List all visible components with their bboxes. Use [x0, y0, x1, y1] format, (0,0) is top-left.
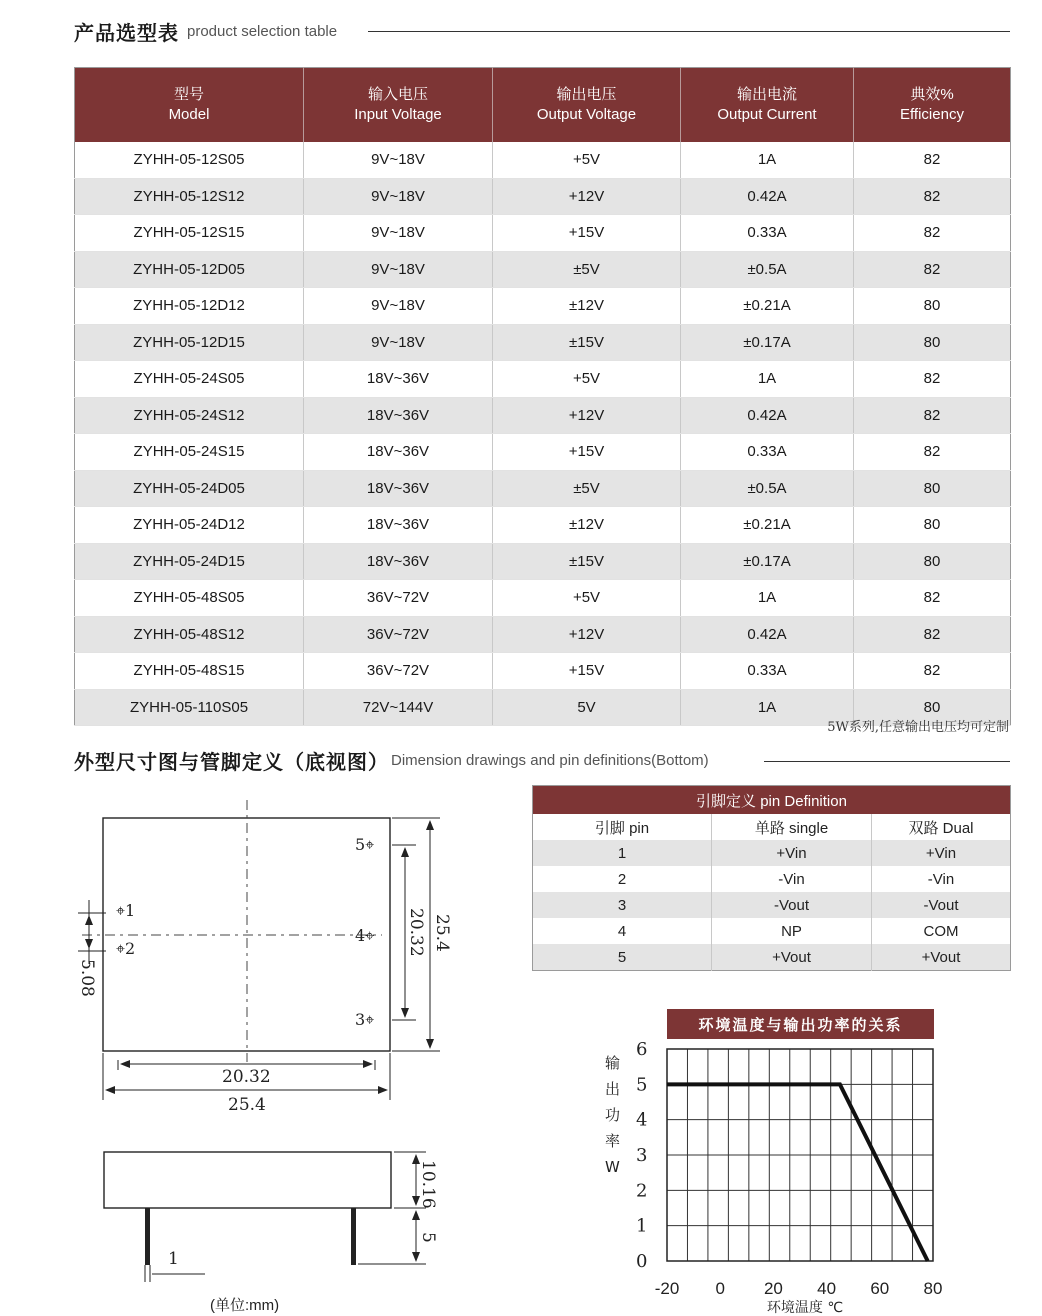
cell-dual: +Vin [872, 840, 1011, 866]
cell-output-i: ±0.17A [681, 543, 854, 580]
cell-output-v: +12V [493, 616, 681, 653]
cell-output-i: 0.42A [681, 616, 854, 653]
x-tick-label: 0 [715, 1279, 725, 1298]
dim-height-inner: 20.32 [406, 908, 426, 957]
cell-eff: 82 [854, 251, 1011, 288]
x-tick-label: -20 [654, 1279, 680, 1298]
x-axis-label: 环境温度 ℃ [766, 1300, 844, 1316]
cell-output-v: +5V [493, 361, 681, 398]
cell-output-i: 1A [681, 361, 854, 398]
cell-eff: 80 [854, 543, 1011, 580]
cell-pin: 5 [533, 944, 712, 971]
cell-input: 9V~18V [304, 178, 493, 215]
header-pin: 引脚 pin [594, 819, 650, 837]
pin-1-label: ⌖1 [116, 901, 136, 920]
y-tick-label: 3 [636, 1145, 648, 1166]
cell-eff: 80 [854, 288, 1011, 325]
table-row [533, 918, 1011, 944]
cell-eff: 82 [854, 142, 1011, 178]
cell-model: ZYHH-05-48S05 [75, 580, 304, 617]
cell-output-i: 1A [681, 689, 854, 726]
cell-input: 9V~18V [304, 142, 493, 178]
cell-output-i: ±0.21A [681, 507, 854, 544]
y-tick-label: 0 [636, 1251, 648, 1272]
section-title-zh: 外型尺寸图与管脚定义（底视图） [74, 751, 389, 774]
cell-model: ZYHH-05-12S05 [75, 142, 304, 178]
cell-output-i: ±0.5A [681, 470, 854, 507]
dim-height-outer: 25.4 [432, 914, 452, 952]
cell-pin: 1 [533, 840, 712, 866]
cell-input: 18V~36V [304, 434, 493, 471]
header-model: 型号 Model [75, 68, 304, 143]
cell-input: 9V~18V [304, 215, 493, 252]
cell-dual: COM [872, 918, 1011, 944]
cell-output-v: ±12V [493, 507, 681, 544]
x-tick-labels [655, 1279, 943, 1298]
cell-output-v: 5V [493, 689, 681, 726]
cell-output-i: 1A [681, 142, 854, 178]
unit-label: (单位:mm) [210, 1297, 280, 1314]
cell-model: ZYHH-05-110S05 [75, 689, 304, 726]
cell-dual: +Vout [872, 944, 1011, 971]
y-axis-label [605, 1054, 620, 1176]
cell-eff: 82 [854, 361, 1011, 398]
pin-table-caption: 引脚定义 pin Definition [533, 786, 1011, 815]
y-tick-label: 6 [636, 1040, 648, 1060]
cell-output-v: +12V [493, 397, 681, 434]
table-row [533, 840, 1011, 866]
cell-eff: 80 [854, 324, 1011, 361]
cell-model: ZYHH-05-24S05 [75, 361, 304, 398]
cell-input: 36V~72V [304, 580, 493, 617]
cell-eff: 82 [854, 653, 1011, 690]
cell-input: 18V~36V [304, 361, 493, 398]
pin-4-label: 4⌖ [355, 926, 375, 945]
cell-input: 9V~18V [304, 324, 493, 361]
cell-model: ZYHH-05-12S12 [75, 178, 304, 215]
cell-output-i: ±0.17A [681, 324, 854, 361]
y-tick-label: 5 [636, 1074, 648, 1096]
pin-2-label: ⌖2 [116, 939, 136, 958]
cell-output-i: 0.33A [681, 434, 854, 471]
cell-pin: 4 [617, 922, 627, 940]
y-tick-label: 1 [636, 1215, 648, 1237]
header-efficiency: 典效% Efficiency [854, 68, 1011, 143]
cell-pin: 3 [533, 892, 712, 918]
cell-eff: 82 [854, 434, 1011, 471]
cell-model: ZYHH-05-24S15 [75, 434, 304, 471]
cell-output-v: ±5V [493, 470, 681, 507]
header-dual: 双路 Dual [872, 814, 1011, 840]
x-tick-label: 20 [763, 1279, 783, 1298]
cell-eff: 80 [854, 470, 1011, 507]
section-title-zh: 产品选型表 [74, 22, 179, 45]
series-line-output-power [667, 1084, 928, 1261]
chart-title: 环境温度与输出功率的关系 [667, 1009, 934, 1039]
pin-3-label: 3⌖ [355, 1010, 375, 1029]
table-row [533, 944, 1011, 971]
cell-output-v: +15V [493, 215, 681, 252]
cell-output-i: 1A [681, 580, 854, 617]
dimension-drawing [0, 0, 520, 1316]
cell-input: 9V~18V [304, 251, 493, 288]
header-single: 单路 single [712, 814, 872, 840]
cell-output-i: 0.33A [681, 653, 854, 690]
cell-output-v: ±15V [493, 324, 681, 361]
dim-width-outer: 25.4 [228, 1095, 266, 1115]
pin-table-header [533, 814, 1011, 840]
cell-input: 36V~72V [304, 616, 493, 653]
cell-output-i: 0.33A [681, 215, 854, 252]
y-tick-label: 2 [636, 1180, 648, 1202]
y-tick-labels [636, 1040, 647, 1272]
cell-eff: 80 [854, 689, 1011, 726]
cell-output-i: ±0.21A [681, 288, 854, 325]
cell-eff: 82 [854, 178, 1011, 215]
section-title-en: product selection table [187, 22, 338, 40]
y-axis-label-char: 率 [605, 1132, 621, 1150]
dim-pin-diameter: 1 [168, 1249, 179, 1269]
x-tick-label: 60 [870, 1279, 890, 1298]
y-axis-label-char: W [605, 1158, 620, 1176]
cell-pin: 2 [617, 870, 627, 888]
cell-model: ZYHH-05-12S15 [75, 215, 304, 252]
y-axis-label-char: 出 [605, 1080, 621, 1098]
cell-model: ZYHH-05-12D15 [75, 324, 304, 361]
cell-input: 18V~36V [304, 507, 493, 544]
section-title-en: Dimension drawings and pin definitions(Bottom) [391, 751, 709, 769]
cell-output-v: +5V [493, 580, 681, 617]
y-tick-label: 4 [636, 1109, 648, 1131]
cell-eff: 82 [854, 616, 1011, 653]
header-output-current: 输出电流 Output Current [681, 68, 854, 143]
cell-eff: 80 [854, 507, 1011, 544]
table-row [533, 866, 1011, 892]
cell-model: ZYHH-05-48S15 [75, 653, 304, 690]
cell-model: ZYHH-05-24S12 [75, 397, 304, 434]
cell-output-v: ±5V [493, 251, 681, 288]
y-axis-label-char: 功 [605, 1106, 621, 1124]
table-row [533, 892, 1011, 918]
module-side-outline [104, 1152, 391, 1208]
side-pin-left [145, 1208, 150, 1265]
cell-single: +Vout [712, 944, 872, 971]
cell-model: ZYHH-05-12D12 [75, 288, 304, 325]
pin-5-label: 5⌖ [355, 835, 375, 854]
cell-single: +Vin [712, 840, 872, 866]
dim-pin-length: 5 [418, 1232, 438, 1243]
cell-model: ZYHH-05-24D12 [75, 507, 304, 544]
pin-definition-table [532, 785, 1011, 971]
cell-single: -Vin [712, 866, 872, 892]
header-output-voltage: 输出电压 Output Voltage [493, 68, 681, 143]
x-tick-label: 80 [923, 1279, 943, 1298]
chart-grid [667, 1049, 933, 1261]
side-pin-right [351, 1208, 356, 1265]
cell-output-i: 0.42A [681, 178, 854, 215]
cell-model: ZYHH-05-24D05 [75, 470, 304, 507]
cell-input: 9V~18V [304, 288, 493, 325]
y-axis-label-char: 输 [605, 1054, 621, 1072]
cell-dual: -Vin [872, 866, 1011, 892]
cell-eff: 82 [854, 215, 1011, 252]
cell-output-v: ±12V [493, 288, 681, 325]
cell-output-i: ±0.5A [681, 251, 854, 288]
cell-output-i: 0.42A [681, 397, 854, 434]
cell-output-v: +12V [493, 178, 681, 215]
title-rule [764, 761, 1010, 762]
cell-output-v: +15V [493, 653, 681, 690]
header-input-voltage: 输入电压 Input Voltage [304, 68, 493, 143]
cell-model: ZYHH-05-48S12 [75, 616, 304, 653]
dim-body-height: 10.16 [418, 1160, 438, 1209]
cell-input: 72V~144V [304, 689, 493, 726]
derating-chart [590, 1040, 950, 1316]
x-tick-label: 40 [817, 1279, 837, 1298]
cell-dual: -Vout [872, 892, 1011, 918]
cell-model: ZYHH-05-24D15 [75, 543, 304, 580]
customization-note: 5W系列,任意输出电压均可定制 [827, 720, 1009, 735]
cell-input: 18V~36V [304, 397, 493, 434]
cell-eff: 82 [854, 397, 1011, 434]
cell-input: 18V~36V [304, 470, 493, 507]
cell-output-v: ±15V [493, 543, 681, 580]
cell-output-v: +15V [493, 434, 681, 471]
cell-eff: 82 [854, 580, 1011, 617]
dim-pin-pitch: 5.08 [77, 959, 97, 997]
cell-single: NP [712, 918, 872, 944]
cell-single: -Vout [712, 892, 872, 918]
dim-width-inner: 20.32 [222, 1067, 271, 1087]
cell-input: 18V~36V [304, 543, 493, 580]
cell-output-v: +5V [493, 142, 681, 178]
cell-input: 36V~72V [304, 653, 493, 690]
cell-model: ZYHH-05-12D05 [75, 251, 304, 288]
